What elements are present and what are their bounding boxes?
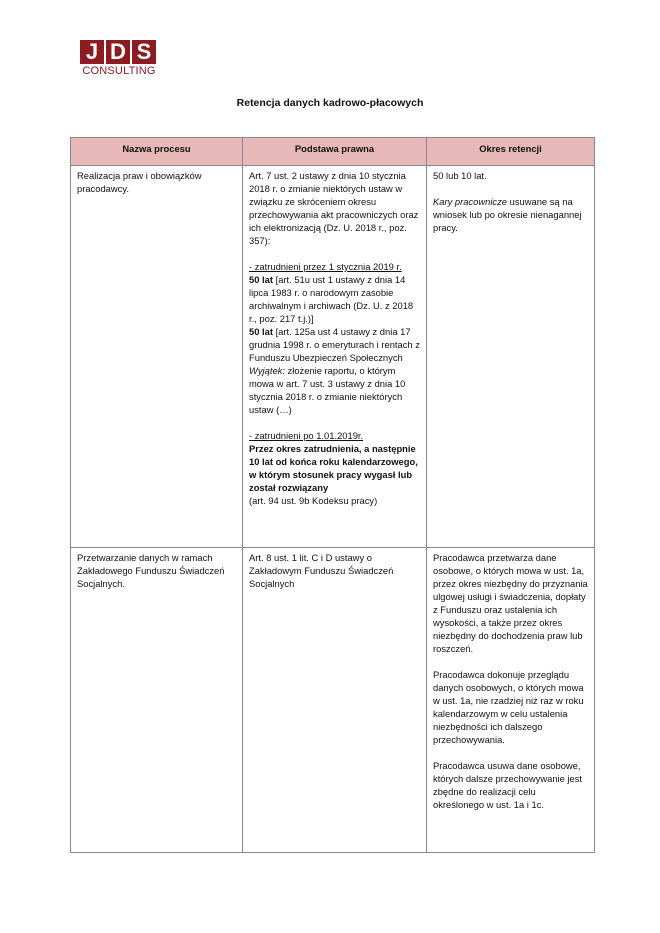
retention-note [433, 195, 588, 234]
process-name-cell: Przetwarzanie danych w ramach Zakładowego Funduszu Świadczeń Socjalnych. [71, 548, 243, 853]
logo-letter-d: D [106, 40, 130, 64]
header-process-name: Nazwa procesu [71, 138, 243, 166]
logo-letters [80, 40, 160, 64]
basis-before-heading: - zatrudnieni przez 1 stycznia 2019 r. [249, 261, 402, 272]
process-name-cell: Realizacja praw i obowiązków pracodawcy. [71, 166, 243, 548]
basis-item-2 [249, 325, 420, 364]
basis-item-2-text: [art. 125a ust 4 ustawy z dnia 17 grudnia 1998 r. o emeryturach i rentach z Funduszu Ubezpieczeń Społecznych [249, 326, 420, 363]
logo-letter-j: J [80, 40, 104, 64]
table-row [71, 548, 595, 853]
table-row [71, 166, 595, 548]
basis-after-rule: Przez okres zatrudnienia, a następnie 10 lat od końca roku kalendarzowego, w którym stosunek pracy wygasł lub został rozwiązany [249, 443, 418, 493]
basis-after-reference: (art. 94 ust. 9b Kodeksu pracy) [249, 495, 378, 506]
basis-item-1-period: 50 lat [249, 274, 273, 285]
logo-letter-s: S [132, 40, 156, 64]
basis-item-1-text: [art. 51u ust 1 ustawy z dnia 14 lipca 1983 r. o narodowym zasobie archiwalnym i archiwach (Dz. U. z 2018 r., poz. 217 t.j.)] [249, 274, 414, 324]
retention-note-subject: Kary pracownicze [433, 196, 507, 207]
retention-period-value: 50 lub 10 lat. [433, 170, 487, 181]
retention-table [70, 137, 595, 853]
retention-paragraph-2: Pracodawca dokonuje przeglądu danych osobowych, o których mowa w ust. 1a, nie rzadziej niż raz w roku kalendarzowym w celu ustalenia niezbędności ich dalszego przechowywania. [433, 669, 584, 745]
retention-paragraph-1: Pracodawca przetwarza dane osobowe, o których mowa w ust. 1a, przez okres niezbędny do przyznania ulgowej usługi i świadczenia, dopłaty z Funduszu oraz ustalenia ich wysokości, a także przez okres niezbędny do dochodzenia praw lub roszczeń. [433, 552, 588, 654]
legal-basis-cell [243, 166, 427, 548]
retention-paragraph-3: Pracodawca usuwa dane osobowe, których dalsze przechowywanie jest zbędne do realizacji celu określonego w ust. 1a i 1c. [433, 760, 583, 810]
retention-period-cell [427, 166, 595, 548]
company-logo [80, 40, 160, 77]
retention-period-cell [427, 548, 595, 853]
header-retention-period: Okres retencji [427, 138, 595, 166]
basis-exception [249, 364, 420, 416]
basis-intro: Art. 7 ust. 2 ustawy z dnia 10 stycznia 2018 r. o zmianie niektórych ustaw w związku ze skróceniem okresu przechowywania akt pracowniczych oraz ich elektronizacją (Dz. U. 2018 r., poz. 357): [249, 170, 419, 246]
basis-item-1 [249, 273, 420, 325]
logo-subtitle: CONSULTING [82, 65, 156, 77]
document-title: Retencja danych kadrowo-płacowych [236, 97, 424, 109]
basis-exception-text: złożenie raportu, o którym mowa w art. 7 ust. 3 ustawy z dnia 10 stycznia 2018 r. o zmianie niektórych ustaw (…) [249, 365, 406, 415]
basis-exception-label: Wyjątek: [249, 365, 285, 376]
basis-item-2-period: 50 lat [249, 326, 273, 337]
basis-after-heading: - zatrudnieni po 1.01.2019r. [249, 430, 364, 441]
table-header-row [71, 138, 595, 166]
legal-basis-cell: Art. 8 ust. 1 lit. C i D ustawy o Zakładowym Funduszu Świadczeń Socjalnych [243, 548, 427, 853]
header-legal-basis: Podstawa prawna [243, 138, 427, 166]
retention-note-text: usuwane są na wniosek lub po okresie nienagannej pracy. [433, 196, 582, 233]
